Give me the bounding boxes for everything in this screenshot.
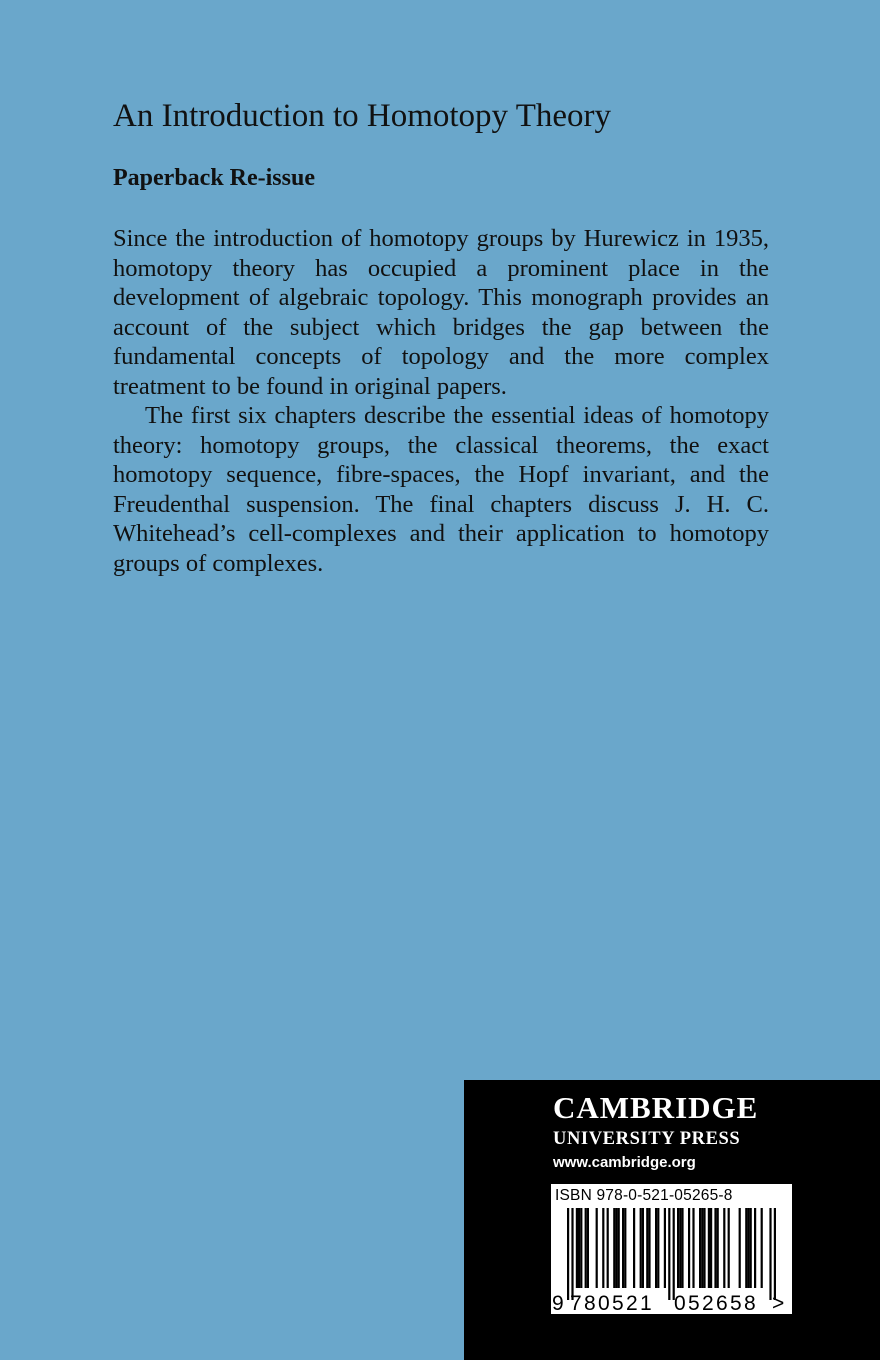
barcode-bar bbox=[580, 1208, 582, 1288]
barcode-bar bbox=[578, 1208, 580, 1288]
barcode-bar bbox=[668, 1208, 670, 1300]
barcode-bar bbox=[596, 1208, 598, 1288]
barcode-bar bbox=[701, 1208, 703, 1288]
barcode-bar bbox=[615, 1208, 617, 1288]
edition-label: Paperback Re-issue bbox=[113, 165, 315, 191]
barcode-bar bbox=[622, 1208, 624, 1288]
isbn-number: ISBN 978-0-521-05265-8 bbox=[555, 1187, 733, 1204]
barcode-bar bbox=[714, 1208, 716, 1288]
barcode-quiet-zone-mark: > bbox=[772, 1292, 785, 1314]
barcode-lead-digit: 9 bbox=[552, 1292, 564, 1314]
barcode-bars bbox=[567, 1208, 776, 1300]
isbn-barcode bbox=[551, 1184, 792, 1314]
barcode-bar bbox=[624, 1208, 626, 1288]
barcode-bar bbox=[703, 1208, 705, 1288]
barcode-bar bbox=[576, 1208, 578, 1288]
publisher-website: www.cambridge.org bbox=[553, 1154, 696, 1171]
barcode-graphic bbox=[551, 1184, 792, 1314]
publisher-logo-name: CAMBRIDGE bbox=[553, 1090, 759, 1125]
barcode-bar bbox=[642, 1208, 644, 1288]
barcode-bar bbox=[664, 1208, 666, 1288]
barcode-bar bbox=[769, 1208, 771, 1300]
barcode-bar bbox=[699, 1208, 701, 1288]
barcode-bar bbox=[640, 1208, 642, 1288]
barcode-bar bbox=[745, 1208, 747, 1288]
barcode-bar bbox=[618, 1208, 620, 1288]
barcode-bar bbox=[681, 1208, 683, 1288]
barcode-bar bbox=[648, 1208, 650, 1288]
barcode-bar bbox=[613, 1208, 615, 1288]
barcode-bar bbox=[585, 1208, 587, 1288]
publisher-logo-division: UNIVERSITY PRESS bbox=[553, 1129, 741, 1149]
barcode-bar bbox=[587, 1208, 589, 1288]
barcode-bar bbox=[692, 1208, 694, 1288]
barcode-bar bbox=[747, 1208, 749, 1288]
barcode-bar bbox=[754, 1208, 756, 1288]
barcode-bar bbox=[646, 1208, 648, 1288]
publisher-imprint-panel bbox=[464, 1080, 880, 1360]
barcode-bar bbox=[688, 1208, 690, 1288]
barcode-bar bbox=[633, 1208, 635, 1288]
barcode-bar bbox=[717, 1208, 719, 1288]
barcode-bar bbox=[728, 1208, 730, 1288]
description-paragraph-1: Since the introduction of homotopy groups by Hurewicz in 1935, homotopy theory has occupied a prominent place in the development of algebraic topology. This monograph provides an account of the subject which bridges the gap between the fundamental concepts of topology and the more complex treatment to be found in original papers. bbox=[113, 225, 769, 400]
barcode-bar bbox=[750, 1208, 752, 1288]
barcode-bar bbox=[571, 1208, 573, 1300]
description-paragraph-2: The first six chapters describe the essential ideas of homotopy theory: homotopy groups, the classical theorems, the exact homotopy sequence, fibre-spaces, the Hopf invariant, and the Freudenthal suspension. The final chapters discuss J. H. C. Whitehead’s cell-complexes and their application to homotopy groups of complexes. bbox=[113, 402, 769, 577]
book-title: An Introduction to Homotopy Theory bbox=[113, 98, 611, 134]
barcode-bar bbox=[708, 1208, 710, 1288]
barcode-bar bbox=[710, 1208, 712, 1288]
barcode-bar bbox=[657, 1208, 659, 1288]
barcode-bar bbox=[679, 1208, 681, 1288]
barcode-left-digits: 780521 bbox=[570, 1292, 654, 1314]
barcode-bar bbox=[677, 1208, 679, 1288]
barcode-bar bbox=[567, 1208, 569, 1300]
barcode-bar bbox=[774, 1208, 776, 1300]
barcode-bar bbox=[673, 1208, 675, 1300]
book-description bbox=[113, 224, 769, 578]
barcode-bar bbox=[739, 1208, 741, 1288]
barcode-right-digits: 052658 bbox=[674, 1292, 758, 1314]
barcode-bar bbox=[602, 1208, 604, 1288]
barcode-bar bbox=[723, 1208, 725, 1288]
barcode-bar bbox=[607, 1208, 609, 1288]
barcode-bar bbox=[761, 1208, 763, 1288]
barcode-bar bbox=[655, 1208, 657, 1288]
